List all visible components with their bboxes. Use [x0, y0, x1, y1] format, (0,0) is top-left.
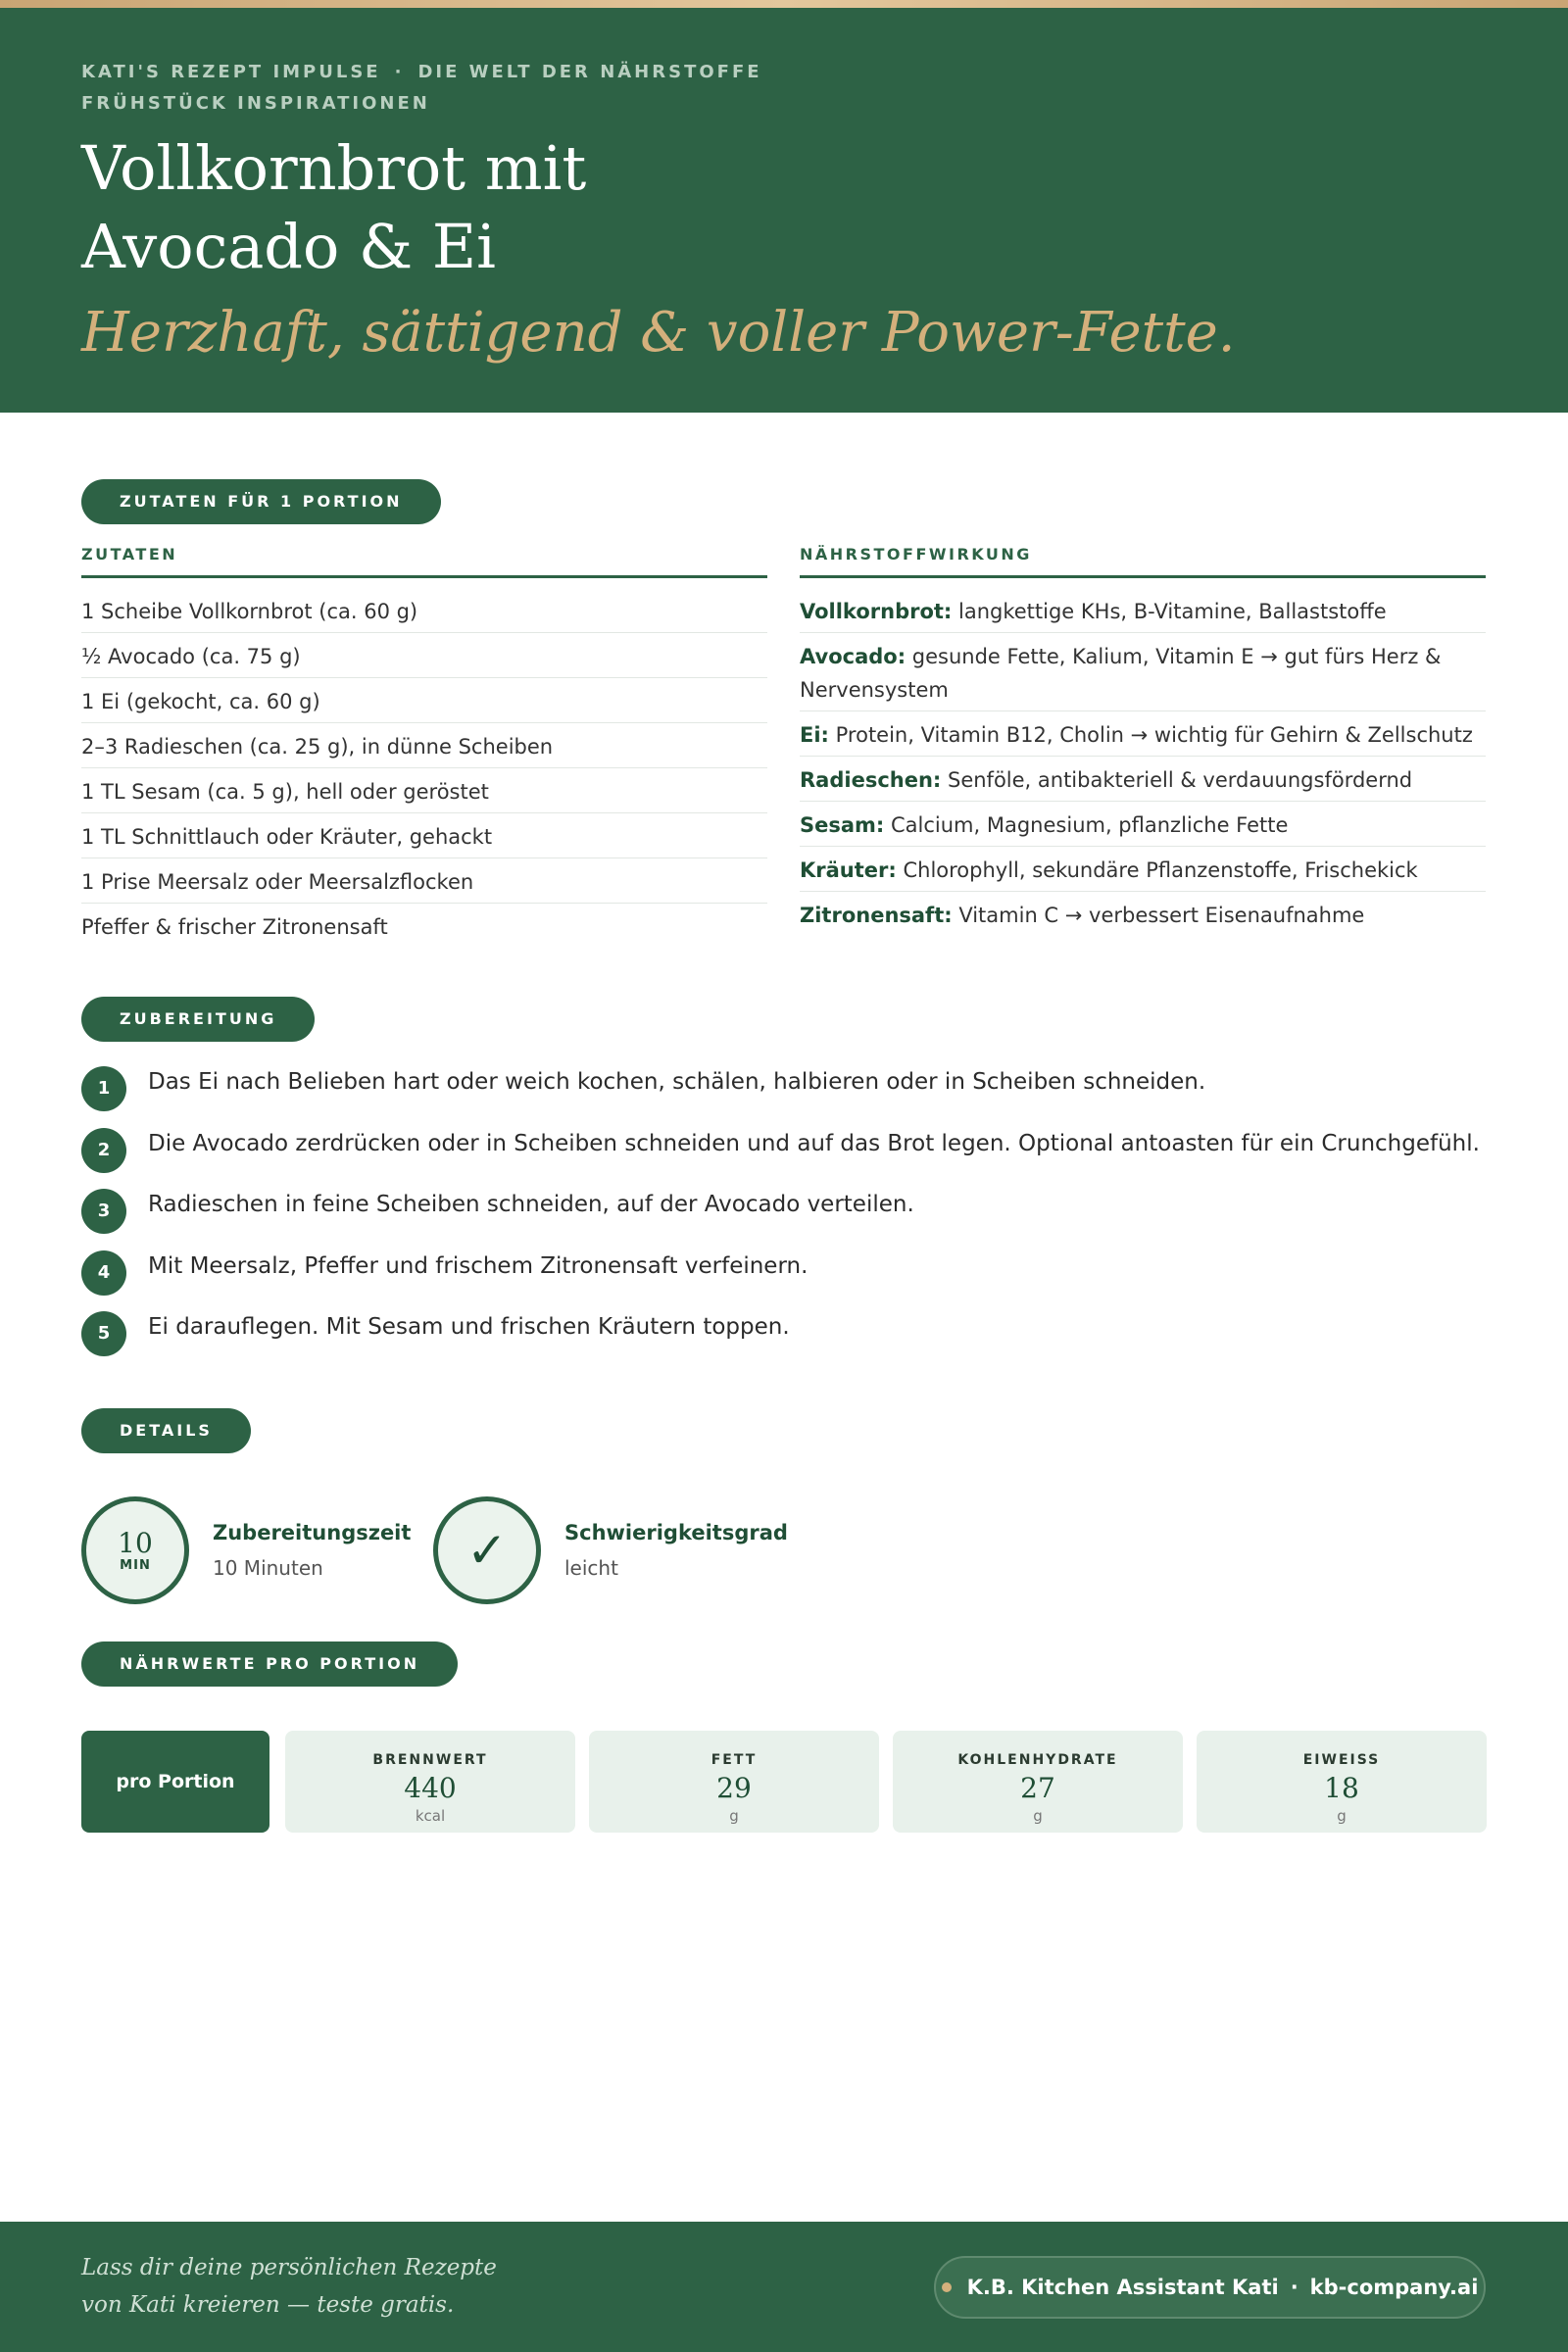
difficulty-badge — [433, 1496, 541, 1604]
effect-name: Avocado: — [800, 645, 906, 668]
effect-item — [800, 802, 1486, 847]
step-number: 4 — [81, 1250, 126, 1296]
nutrition-value: 29 — [716, 1772, 752, 1804]
effect-item — [800, 847, 1486, 892]
step-number: 5 — [81, 1311, 126, 1356]
ingredient-item: 1 Scheibe Vollkornbrot (ca. 60 g) — [81, 588, 767, 633]
nutrition-value: 18 — [1324, 1772, 1359, 1804]
kicker-line-1 — [81, 57, 762, 88]
details-pill: DETAILS — [81, 1408, 251, 1453]
recipe-header — [0, 8, 1568, 413]
step-number: 2 — [81, 1128, 126, 1173]
recipe-subtitle: Herzhaft, sättigend & voller Power-Fette. — [81, 301, 1236, 365]
nutrition-value: 27 — [1020, 1772, 1055, 1804]
brand-label: KATI'S REZEPT IMPULSE — [81, 62, 381, 82]
title-line-1: Vollkornbrot mit — [81, 132, 587, 204]
effect-name: Radieschen: — [800, 768, 942, 792]
effect-item — [800, 892, 1486, 936]
timer-unit: MIN — [120, 1557, 151, 1573]
badge-name: K.B. Kitchen Assistant Kati — [966, 2276, 1279, 2299]
effect-name: Ei: — [800, 723, 829, 747]
effect-item — [800, 633, 1486, 711]
ingredients-heading: ZUTATEN — [81, 545, 767, 578]
effect-text: gesunde Fette, Kalium, Vitamin E → gut fürs Herz & Nervensystem — [800, 645, 1442, 702]
nutrition-head: pro Portion — [81, 1731, 270, 1833]
footer-tagline — [81, 2249, 497, 2324]
series-label: DIE WELT DER NÄHRSTOFFE — [417, 62, 762, 82]
effect-name: Zitronensaft: — [800, 904, 953, 927]
nutrition-label: FETT — [710, 1752, 758, 1768]
effect-name: Vollkornbrot: — [800, 600, 953, 623]
page-footer — [0, 2222, 1568, 2352]
nutrition-card — [589, 1731, 879, 1833]
step-item — [81, 1125, 1493, 1187]
ingredient-item: 2–3 Radieschen (ca. 25 g), in dünne Scheiben — [81, 723, 767, 768]
checkmark-icon: ✓ — [466, 1522, 508, 1579]
effect-name: Kräuter: — [800, 858, 897, 882]
ingredient-item: ½ Avocado (ca. 75 g) — [81, 633, 767, 678]
effect-text: Protein, Vitamin B12, Cholin → wichtig für Gehirn & Zellschutz — [828, 723, 1473, 747]
title-line-2: Avocado & Ei — [81, 211, 497, 282]
step-number: 3 — [81, 1189, 126, 1234]
badge-url: kb-company.ai — [1309, 2276, 1479, 2299]
nutrition-label: KOHLENHYDRATE — [957, 1752, 1118, 1768]
step-text: Die Avocado zerdrücken oder in Scheiben schneiden und auf das Brot legen. Optional antoasten für ein Crunchgefühl. — [148, 1130, 1480, 1156]
ingredient-item: 1 TL Schnittlauch oder Kräuter, gehackt — [81, 813, 767, 858]
effect-name: Sesam: — [800, 813, 885, 837]
ingredient-item: 1 TL Sesam (ca. 5 g), hell oder geröstet — [81, 768, 767, 813]
nutrition-card — [1197, 1731, 1487, 1833]
prep-time-label: Zubereitungszeit — [213, 1521, 412, 1544]
nutrition-value: 440 — [404, 1772, 457, 1804]
nutrition-unit: g — [1337, 1807, 1347, 1825]
nutrition-card — [893, 1731, 1183, 1833]
nutrition-unit: g — [1033, 1807, 1043, 1825]
nutrition-unit: g — [729, 1807, 739, 1825]
step-item — [81, 1186, 1493, 1248]
step-item — [81, 1308, 1493, 1370]
difficulty-detail — [433, 1496, 788, 1604]
nutrition-pill: NÄHRWERTE PRO PORTION — [81, 1642, 458, 1687]
step-text: Das Ei nach Belieben hart oder weich kochen, schälen, halbieren oder in Scheiben schneiden. — [148, 1069, 1206, 1095]
effect-item — [800, 711, 1486, 757]
badge-separator: · — [1290, 2276, 1298, 2299]
effect-item — [800, 757, 1486, 802]
prep-time-value: 10 Minuten — [213, 1556, 323, 1580]
effects-heading: NÄHRSTOFFWIRKUNG — [800, 545, 1486, 578]
tagline-line-2: von Kati kreieren — teste gratis. — [81, 2292, 455, 2318]
ingredient-item: Pfeffer & frischer Zitronensaft — [81, 915, 388, 939]
effect-item — [800, 588, 1486, 633]
tagline-line-1: Lass dir deine persönlichen Rezepte — [81, 2255, 497, 2280]
header-kicker — [81, 57, 762, 120]
top-accent-strip — [0, 0, 1568, 8]
nutrition-unit: kcal — [415, 1807, 446, 1825]
kicker-separator: · — [394, 62, 405, 82]
effect-text: Senföle, antibakteriell & verdauungsfördernd — [941, 768, 1413, 792]
step-text: Ei darauflegen. Mit Sesam und frischen Kräutern toppen. — [148, 1314, 790, 1340]
ingredients-pill: ZUTATEN FÜR 1 PORTION — [81, 479, 441, 524]
prep-time-detail — [81, 1496, 411, 1604]
step-text: Mit Meersalz, Pfeffer und frischem Zitronensaft verfeinern. — [148, 1252, 808, 1279]
step-item — [81, 1248, 1493, 1309]
prep-time-text — [213, 1515, 411, 1586]
step-text: Radieschen in feine Scheiben schneiden, auf der Avocado verteilen. — [148, 1192, 914, 1217]
effect-text: Chlorophyll, sekundäre Pflanzenstoffe, Frischekick — [896, 858, 1418, 882]
nutrition-label: EIWEISS — [1302, 1752, 1381, 1768]
badge-dot-icon — [942, 2282, 952, 2292]
effect-text: Vitamin C → verbessert Eisenaufnahme — [952, 904, 1365, 927]
ingredients-list — [81, 588, 767, 948]
difficulty-label: Schwierigkeitsgrad — [564, 1521, 788, 1544]
step-number: 1 — [81, 1066, 126, 1111]
recipe-title — [81, 129, 586, 286]
effects-list — [800, 588, 1486, 936]
ingredient-item: 1 Ei (gekocht, ca. 60 g) — [81, 678, 767, 723]
timer-value: 10 — [118, 1526, 153, 1559]
preparation-pill: ZUBEREITUNG — [81, 997, 315, 1042]
difficulty-text — [564, 1515, 788, 1586]
step-item — [81, 1063, 1493, 1125]
category-label: FRÜHSTÜCK INSPIRATIONEN — [81, 93, 430, 114]
ingredient-item: 1 Prise Meersalz oder Meersalzflocken — [81, 858, 767, 904]
difficulty-value: leicht — [564, 1556, 618, 1580]
effect-text: Calcium, Magnesium, pflanzliche Fette — [884, 813, 1289, 837]
effect-text: langkettige KHs, B-Vitamine, Ballaststoffe — [952, 600, 1387, 623]
timer-badge — [81, 1496, 189, 1604]
assistant-badge-link[interactable] — [934, 2256, 1486, 2319]
nutrition-card — [285, 1731, 575, 1833]
preparation-steps — [81, 1063, 1493, 1370]
nutrition-label: BRENNWERT — [372, 1752, 488, 1768]
